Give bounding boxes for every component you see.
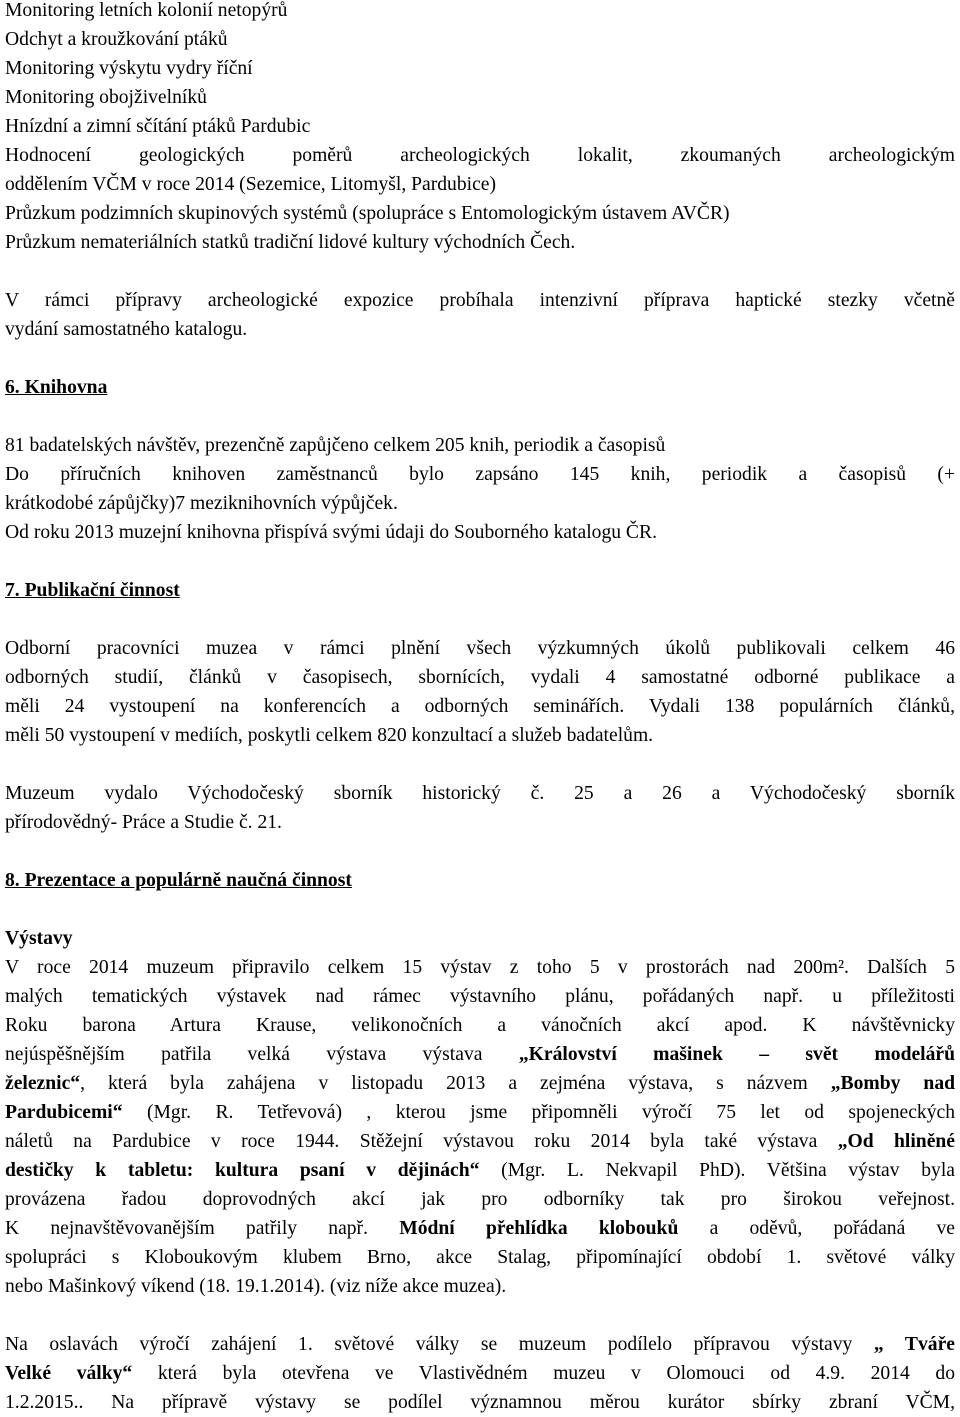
list-item: Monitoring výskytu vydry říční — [5, 58, 253, 79]
paragraph-line: měli 24 vystoupení na konferencích a odborných seminářích. Vydali 138 populárních článků, — [5, 696, 955, 717]
text-run: (Mgr. R. Tetřevová) , kterou jsme připomněli výročí 75 let od spojeneckých — [122, 1102, 955, 1123]
paragraph-line: vydání samostatného katalogu. — [5, 319, 248, 340]
exhibition-title: „Bomby nad — [830, 1073, 956, 1094]
paragraph-line: malých tematických výstavek nad rámec výstavního plánu, pořádaných např. u příležitosti — [5, 986, 955, 1007]
text-run: , která byla zahájena v listopadu 2013 a zejména výstava, s názvem — [80, 1073, 831, 1094]
paragraph-line — [5, 1040, 955, 1069]
document-page — [5, 0, 955, 1417]
exhibition-title: „Království mašinek – svět modelářů — [518, 1044, 956, 1065]
haptic-paragraph — [5, 286, 955, 344]
exhibition-title: Pardubicemi“ — [5, 1102, 123, 1123]
oslavy-paragraph — [5, 1330, 955, 1417]
list-item: oddělením VČM v roce 2014 (Sezemice, Litomyšl, Pardubice) — [5, 174, 497, 195]
heading-text: 7. Publikační činnost — [5, 580, 180, 601]
vystavy-paragraph — [5, 953, 955, 1301]
text-run: (Mgr. L. Nekvapil PhD). Většina výstav byla — [479, 1160, 955, 1181]
list-item: Monitoring letních kolonií netopýrů — [5, 0, 288, 21]
text-run: nejúspěšnějším patřila velká výstava výstava — [5, 1044, 519, 1065]
text-run: a oděvů, pořádaná ve — [678, 1218, 955, 1239]
publikacni-paragraph-2 — [5, 779, 955, 837]
paragraph-line: přírodovědný- Práce a Studie č. 21. — [5, 812, 282, 833]
paragraph-line: 81 badatelských návštěv, prezenčně zapůjčeno celkem 205 knih, periodik a časopisů — [5, 435, 666, 456]
knihovna-paragraph — [5, 431, 955, 547]
text-run: náletů na Pardubice v roce 1944. Stěžejní výstavou roku 2014 byla také výstava — [5, 1131, 838, 1152]
list-item: Průzkum podzimních skupinových systémů (spolupráce s Entomologickým ústavem AVČR) — [5, 203, 730, 224]
paragraph-line — [5, 1330, 955, 1359]
paragraph-line — [5, 1069, 955, 1098]
paragraph-line: Do příručních knihoven zaměstnanců bylo zapsáno 145 knih, periodik a časopisů (+ — [5, 464, 955, 485]
paragraph-line — [5, 1156, 955, 1185]
list-item: Monitoring obojživelníků — [5, 87, 207, 108]
publikacni-paragraph-1 — [5, 634, 955, 750]
text-run: K nejnavštěvovanějším patřily např. — [5, 1218, 400, 1239]
paragraph-line: V roce 2014 muzeum připravilo celkem 15 výstav z toho 5 v prostorách nad 200m². Dalších 5 — [5, 957, 955, 978]
list-item: Hodnocení geologických poměrů archeologických lokalit, zkoumaných archeologickým — [5, 145, 955, 166]
exhibition-title: „Od hliněné — [837, 1131, 955, 1152]
section-heading-prezentace — [5, 866, 955, 895]
paragraph-line — [5, 1214, 955, 1243]
paragraph-line: Odborní pracovníci muzea v rámci plnění všech výzkumných úkolů publikovali celkem 46 — [5, 638, 955, 659]
paragraph-line: krátkodobé zápůjčky)7 meziknihovních výpůjček. — [5, 493, 398, 514]
paragraph-line: provázena řadou doprovodných akcí jak pro odborníky tak pro širokou veřejnost. — [5, 1189, 955, 1210]
paragraph-line: odborných studií, článků v časopisech, sbornících, vydali 4 samostatné odborné publikace a — [5, 667, 955, 688]
paragraph-line: měli 50 vystoupení v mediích, poskytli celkem 820 konzultací a služeb badatelům. — [5, 725, 654, 746]
section-heading-knihovna — [5, 373, 955, 402]
heading-text: 8. Prezentace a populárně naučná činnost — [5, 870, 352, 891]
event-title: Módní přehlídka klobouků — [399, 1218, 679, 1239]
list-item: Průzkum nemateriálních statků tradiční lidové kultury východních Čech. — [5, 232, 576, 253]
exhibition-title: destičky k tabletu: kultura psaní v dějinách“ — [5, 1160, 480, 1181]
paragraph-line — [5, 1127, 955, 1156]
paragraph-line: Muzeum vydalo Východočeský sborník historický č. 25 a 26 a Východočeský sborník — [5, 783, 955, 804]
exhibition-title: železnic“ — [5, 1073, 81, 1094]
heading-text: 6. Knihovna — [5, 377, 108, 398]
paragraph-line: Roku barona Artura Krause, velikonočních a vánočních akcí apod. K návštěvnicky — [5, 1015, 955, 1036]
exhibition-title: „ Tváře — [873, 1334, 955, 1355]
paragraph-line — [5, 1098, 955, 1127]
paragraph-line: spolupráci s Kloboukovým klubem Brno, akce Stalag, připomínající období 1. světové války — [5, 1247, 955, 1268]
list-item: Odchyt a kroužkování ptáků — [5, 29, 228, 50]
paragraph-line: V rámci přípravy archeologické expozice probíhala intenzivní příprava haptické stezky včetně — [5, 290, 955, 311]
monitoring-list — [5, 0, 955, 257]
exhibition-title: Velké války“ — [5, 1363, 133, 1384]
text-run: Na oslavách výročí zahájení 1. světové války se muzeum podílelo přípravou výstavy — [5, 1334, 874, 1355]
list-item: Hnízdní a zimní sčítání ptáků Pardubic — [5, 116, 311, 137]
paragraph-line: Od roku 2013 muzejní knihovna přispívá svými údaji do Souborného katalogu ČR. — [5, 522, 657, 543]
paragraph-line: nebo Mašinkový víkend (18. 19.1.2014). (viz níže akce muzea). — [5, 1276, 507, 1297]
paragraph-line — [5, 1359, 955, 1388]
subheading-vystavy: Výstavy — [5, 928, 73, 949]
text-run: která byla otevřena ve Vlastivědném muzeu v Olomouci od 4.9. 2014 do — [132, 1363, 956, 1384]
section-heading-publikacni — [5, 576, 955, 605]
paragraph-line: 1.2.2015.. Na přípravě výstavy se podílel významnou měrou kurátor sbírky zbraní VČM, — [5, 1392, 955, 1413]
